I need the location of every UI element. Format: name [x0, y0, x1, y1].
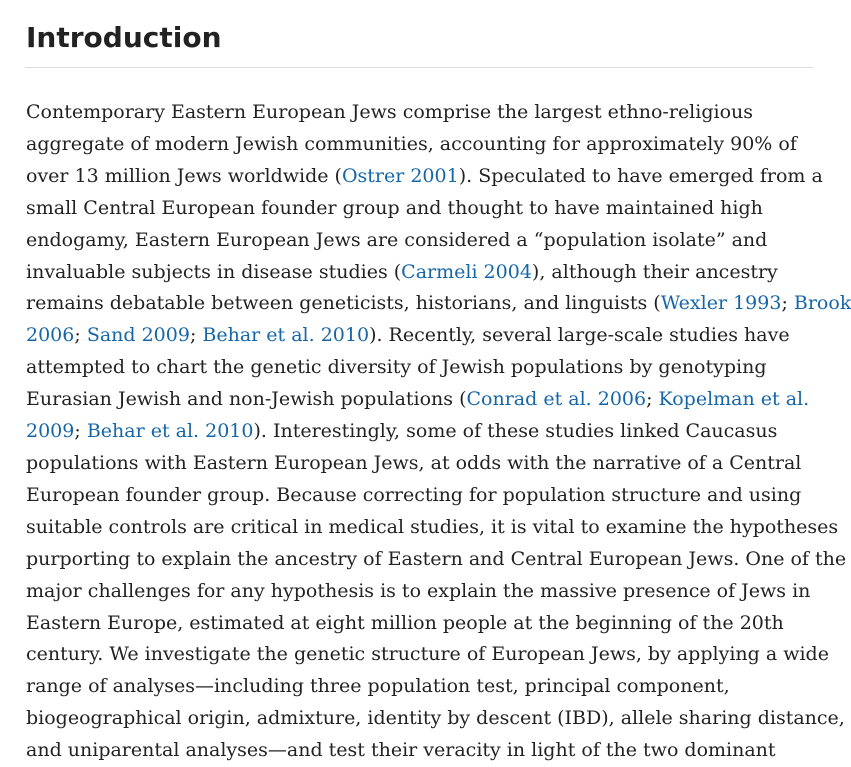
paragraph-text: remains debatable between geneticists, historians, and linguists ( [26, 292, 661, 315]
paragraph-line [26, 257, 826, 289]
paragraph-line [26, 703, 845, 735]
introduction-paragraph [26, 97, 851, 767]
paragraph-text: over 13 million Jews worldwide ( [26, 164, 342, 187]
paragraph-text: biogeographical origin, admixture, identity by descent (IBD), allele sharing distance, [26, 707, 845, 730]
paragraph-text: endogamy, Eastern European Jews are considered a “population isolate” and [26, 228, 768, 251]
paragraph-text: European founder group. Because correcting for population structure and using [26, 483, 802, 506]
paragraph-text: suitable controls are critical in medical studies, it is vital to examine the hypotheses [26, 515, 839, 538]
paragraph-line [26, 576, 826, 608]
paragraph-text: small Central European founder group and thought to have maintained high [26, 196, 763, 219]
paragraph-line [26, 97, 826, 129]
paragraph-text: ). Interestingly, some of these studies linked Caucasus [253, 420, 778, 443]
paragraph-text: purporting to explain the ancestry of Eastern and Central European Jews. One of the [26, 547, 847, 570]
paragraph-text: ). Recently, several large-scale studies have [369, 324, 790, 347]
paragraph-line [26, 384, 826, 416]
citation-link[interactable]: Ostrer 2001 [341, 164, 459, 187]
paragraph-text: Eastern Europe, estimated at eight million people at the beginning of the 20th [26, 611, 784, 634]
paragraph-text: and uniparental analyses—and test their veracity in light of the two dominant [26, 739, 776, 762]
citation-link[interactable]: Conrad et al. 2006 [466, 388, 647, 411]
paragraph-line [26, 288, 851, 320]
paragraph-text: ), although their ancestry [531, 260, 778, 283]
paragraph-text: range of analyses—including three population test, principal component, [26, 675, 730, 698]
paragraph-line [26, 448, 826, 480]
paragraph-text: ). Speculated to have emerged from a [458, 164, 823, 187]
paragraph-line [26, 512, 839, 544]
citation-link[interactable]: Carmeli 2004 [401, 260, 532, 283]
paragraph-text: attempted to chart the genetic diversity of Jewish populations by genotyping [26, 356, 767, 379]
paragraph-text: ; [189, 324, 203, 347]
citation-link[interactable]: Sand 2009 [86, 324, 190, 347]
paragraph-line [26, 129, 826, 161]
paragraph-text: ; [646, 388, 659, 411]
paragraph-line [26, 193, 826, 225]
paragraph-line [26, 671, 826, 703]
citation-link[interactable]: Kopelman et al. [658, 388, 810, 411]
paragraph-line [26, 639, 829, 671]
paragraph-text: Eurasian Jewish and non-Jewish populations ( [26, 388, 467, 411]
paragraph-text: century. We investigate the genetic structure of European Jews, by applying a wide [26, 643, 829, 666]
citation-link[interactable]: Wexler 1993 [660, 292, 782, 315]
paragraph-text: major challenges for any hypothesis is to explain the massive presence of Jews in [26, 579, 811, 602]
paragraph-text: aggregate of modern Jewish communities, accounting for approximately 90% of [26, 132, 797, 155]
paragraph-text: ; [74, 324, 87, 347]
paragraph-line [26, 544, 847, 576]
paragraph-line [26, 225, 826, 257]
citation-link[interactable]: 2009 [26, 420, 75, 443]
citation-link[interactable]: Brook [793, 292, 851, 315]
paragraph-line [26, 352, 826, 384]
citation-link[interactable]: Behar et al. 2010 [86, 420, 254, 443]
citation-link[interactable]: Behar et al. 2010 [202, 324, 370, 347]
paragraph-text: ; [781, 292, 794, 315]
paragraph-line [26, 480, 826, 512]
paragraph-line [26, 161, 826, 193]
paragraph-line [26, 608, 826, 640]
section-heading: Introduction [26, 21, 222, 54]
paragraph-text: Contemporary Eastern European Jews comprise the largest ethno-religious [26, 101, 754, 123]
paragraph-line [26, 416, 826, 448]
paragraph-text: invaluable subjects in disease studies ( [26, 260, 402, 283]
paragraph-text: ; [74, 420, 87, 443]
citation-link[interactable]: 2006 [26, 324, 75, 347]
paragraph-line [26, 320, 826, 352]
paragraph-line [26, 735, 826, 767]
paragraph-text: populations with Eastern European Jews, at odds with the narrative of a Central [26, 451, 802, 474]
heading-divider [25, 67, 813, 68]
